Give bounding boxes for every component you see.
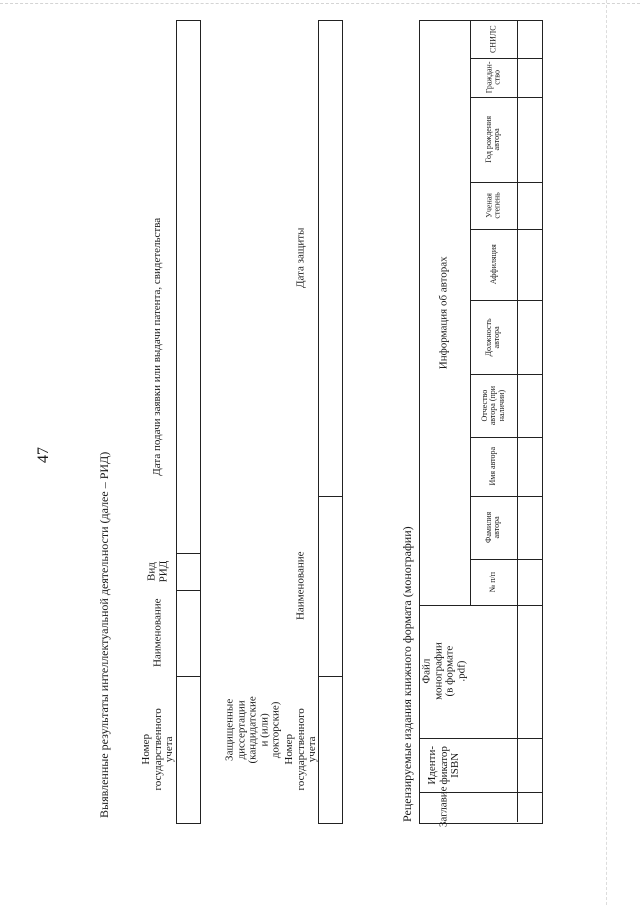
rid-header-date: Дата подачи заявки или выдачи патента, свидетельства	[151, 217, 164, 476]
rid-divider-2	[176, 590, 200, 591]
page-number: 47	[35, 447, 52, 463]
mono-header-file: Файл монографии (в формате .pdf)	[420, 642, 468, 701]
mono-empty-row	[517, 20, 541, 822]
rid-header-type: Вид РИД	[145, 560, 169, 583]
rid-header-name: Наименование	[151, 598, 164, 668]
diss-header-name: Наименование	[294, 551, 307, 621]
mono-subcol-degree: Ученая степень	[484, 192, 502, 219]
rid-table	[176, 20, 201, 824]
rid-divider-3	[176, 553, 200, 554]
diss-divider-2	[318, 496, 342, 497]
mono-subcol-affiliation: Аффиляция	[488, 244, 498, 285]
scan-edge-top	[0, 3, 640, 4]
mono-subcol-birth-year: Год рождения автора	[484, 116, 502, 163]
dissertations-heading: Защищенные диссертации (кандидатские и (или) докторские)	[224, 696, 283, 764]
scan-edge-right	[606, 0, 607, 905]
diss-table	[318, 20, 343, 824]
mono-subcol-citizenship: Граждан-ство	[484, 61, 502, 94]
mono-subcol-last-name: Фамилия автора	[484, 511, 502, 544]
mono-subcol-snils: СНИЛС	[488, 25, 498, 53]
mono-header-authors-group: Информация об авторах	[437, 256, 450, 369]
diss-header-reg-number: Номер государственного учета	[282, 707, 318, 791]
monographs-heading: Рецензируемые издания книжного формата (монографии)	[400, 526, 414, 822]
mono-header-isbn: Иденти-фикатор ISBN	[426, 745, 462, 785]
rid-heading: Выявленные результаты интеллектуальной деятельности (далее – РИД)	[97, 451, 111, 818]
diss-divider-1	[318, 676, 342, 677]
mono-subcol-first-name: Имя автора	[488, 447, 498, 486]
diss-header-date: Дата защиты	[294, 227, 307, 289]
mono-subcol-patronymic: Отчество автора (при наличии)	[479, 385, 506, 426]
rid-divider-1	[176, 676, 200, 677]
rid-header-reg-number: Номер государственного учета	[139, 707, 175, 791]
mono-header-title: Заглавие	[437, 786, 450, 828]
mono-subcol-number: № п/п	[488, 571, 498, 593]
mono-subcol-position: Должность автора	[484, 317, 502, 357]
